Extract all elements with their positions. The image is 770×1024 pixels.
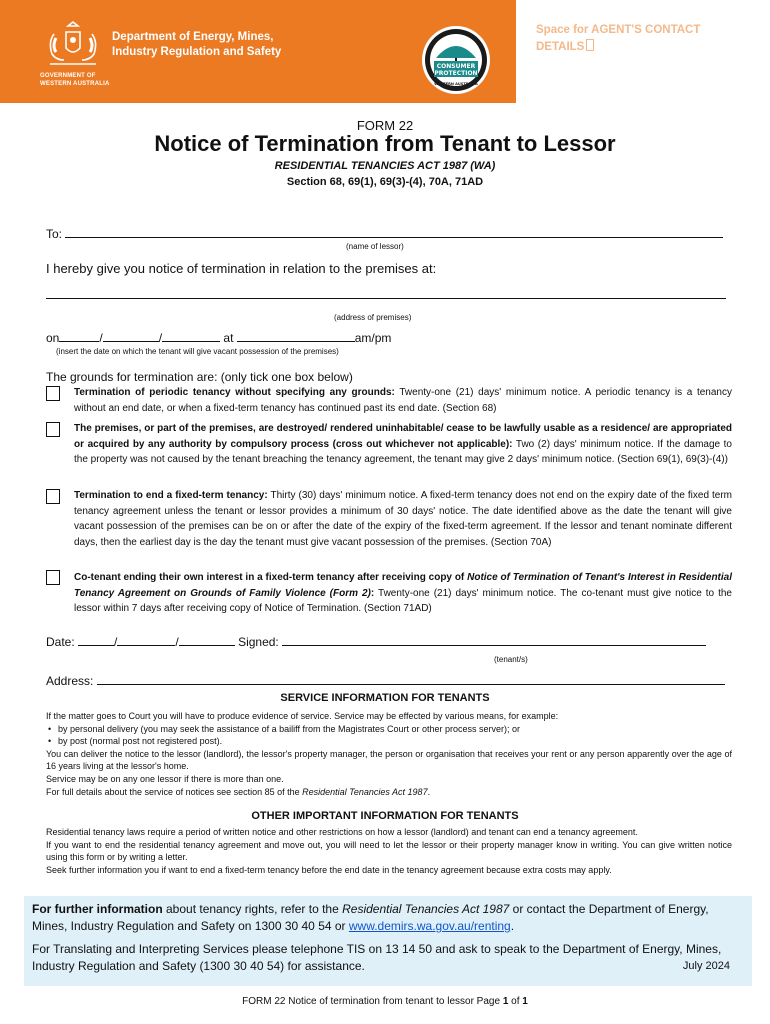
day-field[interactable] [59,332,99,342]
government-label: GOVERNMENT OF WESTERN AUSTRALIA [40,73,110,87]
option-co-tenant: Co-tenant ending their own interest in a fixed-term tenancy after receiving copy of Notice of Termination of Tenant's Interest in Residential Tenancy Agreement on Grounds of Family Violence (Form 2): Twenty-one (21) days' minimum notice. The co-tenant must give notice to the lessor within 7 days after receiving copy of Notice of Termination. (Section 71AD) [74,572,732,614]
intro-text: I hereby give you notice of termination in relation to the premises at: [46,261,437,276]
ampm-label: am/pm [354,331,392,345]
date-label: Date: [46,635,75,649]
year-field[interactable] [162,332,220,342]
consumer-protection-logo-icon [420,24,492,96]
tis-text: For Translating and Interpreting Services please telephone TIS on 13 14 50 and ask to speak to the Department of Energy, Mines, Industry Regulation and Safety (1300 30 40 54) for assistance. [32,942,722,973]
header-banner [0,0,516,103]
to-row [46,227,723,241]
service-line: If the matter goes to Court you will have to produce evidence of service. Service may be effected by various means, for example: [46,711,559,721]
signature-field[interactable] [282,636,706,646]
time-field[interactable] [237,332,355,342]
page-header [0,0,770,103]
further-info-text: For further information about tenancy rights, refer to the Residential Tenancies Act 1987 or contact the Department of Energy, Mines, Industry Regulation and Safety on 1300 30 40 54 or www.demirs.wa.gov.au/renting. [32,902,709,933]
option-fixed-term: Termination to end a fixed-term tenancy: Thirty (30) days' minimum notice. A fixed-term tenancy does not end on the expiry date of the fixed term tenancy agreement unless the tenant or lessor provides a minimum of 30 days' notice. The date identified above as the date the tenant will give vacant possession of the premises can be on or after the date of the expiry of the fixed-term agreement. If the lessor and tenant nominate different days, then the earliest day is the day the tenant must give vacant possession of the premises. (Section 70A) [74,490,732,548]
option-periodic: Termination of periodic tenancy without specifying any grounds: Twenty-one (21) days' minimum notice. A periodic tenancy is a tenancy without an end date, or when a fixed-term tenancy has continued past its end date. (Section 68) [74,387,732,414]
premises-address-field[interactable] [46,298,726,299]
wa-coat-of-arms-icon [40,20,106,68]
signed-label: Signed: [238,635,279,649]
svg-text:WESTERN AUSTRALIA: WESTERN AUSTRALIA [434,82,478,86]
revision-date: July 2024 [682,960,730,972]
other-line: If you want to end the residential tenancy agreement and move out, you will need to let the lessor or their property manager know in writing. You can give written notice using this form or by writing a letter. [46,839,732,863]
other-info-heading: OTHER IMPORTANT INFORMATION FOR TENANTS [251,810,519,822]
on-label: on [46,331,60,345]
renting-link[interactable]: www.demirs.wa.gov.au/renting [348,919,511,933]
address-label: Address: [46,674,94,688]
section-reference: Section 68, 69(1), 69(3)-(4), 70A, 71AD [286,176,484,188]
service-bullet: • by post (normal post not registered post). [46,735,732,748]
page-footer: FORM 22 Notice of termination from tenant to lessor Page 1 of 1 [242,996,528,1007]
premises-caption: (address of premises) [334,313,412,322]
department-name: Department of Energy, Mines, Industry Regulation and Safety [112,31,282,58]
signature-row: Date: / / Signed: [46,635,706,649]
grounds-title: The grounds for termination are: (only tick one box below) [46,370,353,384]
service-line: You can deliver the notice to the lessor (landlord), the lessor's property manager, the person or organisation that receives your rent or any person apparently over the age of 16 years living at the lessor's home. [46,748,732,772]
sign-month-field[interactable] [117,636,175,646]
tenant-caption: (tenant/s) [494,655,528,664]
service-line: For full details about the service of notices see section 85 of the Residential Tenancies Act 1987. [46,786,431,797]
service-line: Service may be on any one lessor if there is more than one. [46,773,284,784]
lessor-name-field[interactable] [65,228,723,238]
co-tenant-checkbox[interactable] [46,570,60,585]
other-line: Seek further information you if want to end a fixed-term tenancy before the end date in the tenancy agreement because extra costs may apply. [46,864,612,875]
month-field[interactable] [103,332,159,342]
at-label: at [223,331,234,345]
sign-day-field[interactable] [78,636,114,646]
form-number: FORM 22 [356,118,414,133]
lessor-caption: (name of lessor) [346,242,404,251]
service-bullet: • by personal delivery (you may seek the assistance of a bailiff from the Magistrates Court or other process server); or [46,723,732,736]
vacate-date-caption: (insert the date on which the tenant will give vacant possession of the premises) [56,347,339,356]
further-info-box [24,896,752,986]
fixed-term-checkbox[interactable] [46,489,60,504]
premises-destroyed-checkbox[interactable] [46,422,60,437]
svg-text:CONSUMER: CONSUMER [436,63,476,70]
agent-contact-placeholder: Space for AGENT'S CONTACT DETAILS [536,24,701,53]
tenant-address-field[interactable] [97,675,725,685]
periodic-tenancy-checkbox[interactable] [46,386,60,401]
option-premises-destroyed: The premises, or part of the premises, are destroyed/ rendered uninhabitable/ cease to be lawfully usable as a residence/ are appropriated or acquired by any authority by compulsory process (cross out whichever not applicable): Two (2) days' minimum notice. If the damage to the property was not caused by the tenant breaching the tenancy agreement, the tenant may give 2 days' minimum notice. (Section 69(1), 69(3)-(4)) [74,423,732,465]
vacate-date-row: on / / at am/pm [46,331,392,345]
other-info [46,826,732,876]
svg-text:PROTECTION: PROTECTION [434,70,478,77]
service-heading: SERVICE INFORMATION FOR TENANTS [280,692,490,704]
address-row [46,674,725,688]
act-reference: RESIDENTIAL TENANCIES ACT 1987 (WA) [274,160,496,172]
other-line: Residential tenancy laws require a period of written notice and other restrictions on how a lessor (landlord) and tenant can end a tenancy agreement. [46,827,638,837]
service-info [46,710,732,798]
to-label: To: [46,227,63,241]
form-title: Notice of Termination from Tenant to Lessor [154,131,616,156]
sign-year-field[interactable] [179,636,235,646]
